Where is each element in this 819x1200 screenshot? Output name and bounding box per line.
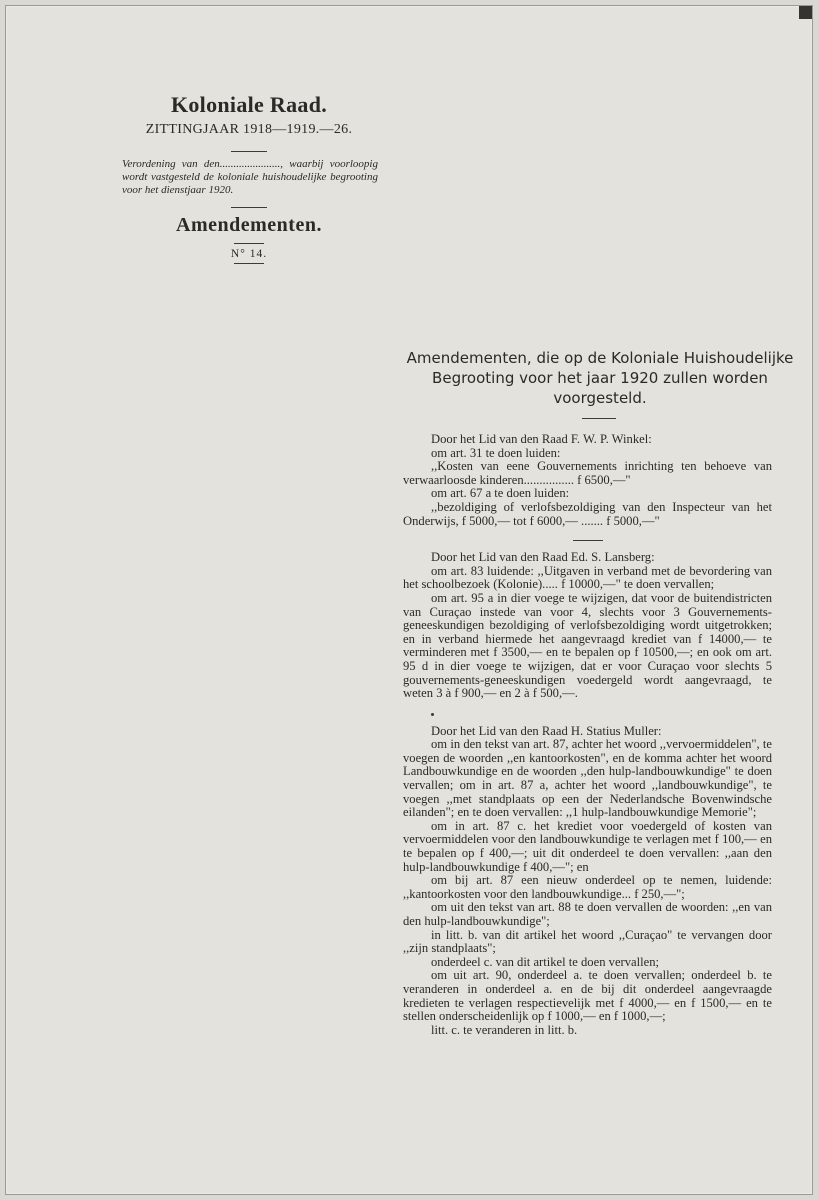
header-rule [234,263,264,264]
section-paragraph: om bij art. 87 een nieuw onderdeel op te nemen, luidende: ,,kantoorkosten voor den landbouwkundige... f 250,—"; [403,873,772,901]
header-rule [231,151,267,152]
section-intro: Door het Lid van den Raad F. W. P. Winkel: [431,432,652,446]
section-paragraph: in litt. b. van dit artikel het woord ,,Curaçao" te vervangen door ,,zijn standplaats"; [403,927,772,956]
main-title-line: voorgesteld. [553,389,647,407]
section-paragraph: litt. c. te veranderen in litt. b. [431,1022,578,1037]
section-paragraph: ,,bezoldiging of verlofsbezoldiging van den Inspecteur van het Onderwijs, f 5000,— tot f 6000,— ....... f 5000,—" [403,499,772,528]
section-intro: Door het Lid van den Raad H. Statius Muller: [431,723,662,738]
section-paragraph: om art. 95 a in dier voege te wijzigen, dat voor de buitendistricten van Curaçao instede van voor 4, slechts voor 3 Gouvernements-geneeskundigen bezoldiging of verlofsbezoldiging wordt uitgetrokken; en in verband hiermede het aangevraagd krediet van f 14000,— te verminderen met f 3500,— en te bepalen op f 10500,—; en ook om art. 95 d in dier voege te wijzigen, dat er voor Curaçao voor slechts 5 gouvernements-geneeskundigen voedergeld wordt aangevraagd, te weten 3 à f 900,— en 2 à f 500,—. [403,590,772,701]
section-divider-dot [431,713,434,716]
amendment-sections [403,433,772,1037]
section-paragraph: om uit den tekst van art. 88 te doen vervallen de woorden: ,,en van den hulp-landbouwkundige"; [403,900,772,928]
corner-tab [799,6,812,19]
section-paragraph: om uit art. 90, onderdeel a. te doen vervallen; onderdeel b. te veranderen in onderdeel a. en de bij dit onderdeel aangevraagde kredieten te verlagen respectievelijk met f 4000,— en f 1500,— en te stellen onderscheidenlijk op f 1000,— en f 1000,—; [403,968,772,1024]
main-title-line: Amendementen, die op de Koloniale Huishoudelijke [406,349,794,367]
main-title-line: Begrooting voor het jaar 1920 zullen worden [432,369,768,387]
document-header [120,92,378,264]
amendments-heading: Amendementen. [176,213,322,236]
header-rule [234,243,264,244]
section-divider [573,540,603,541]
section-paragraph: ,,Kosten van eene Gouvernements inrichting ten behoeve van verwaarloosde kinderen................ f 6500,—" [403,459,772,487]
section-paragraph: om in art. 87 c. het krediet voor voedergeld of kosten van vervoermiddelen voor den landbouwkundige te verlagen met f 100,— en te bepalen op f 400,—; uit dit onderdeel te doen vervallen: ,,aan den hulp-landbouwkundige f 400,—"; en [403,818,772,874]
amendment-section-lansberg [403,551,772,701]
session-year: ZITTINGJAAR 1918—1919.—26. [145,122,353,137]
ordinance-description: Verordening van den......................, waarbij voorloopig wordt vastgesteld de koloniale huishoudelijke begrooting voor het dienstjaar 1920. [122,158,378,197]
council-title: Koloniale Raad. [170,92,328,117]
section-paragraph: om in den tekst van art. 87, achter het woord ,,vervoermiddelen", te voegen de woorden ,,en kantoorkosten", en de komma achter het woord Landbouwkundige en de woorden ,,den hulp-landbouwkundige" te doen vervallen; om in art. 87 a, achter het woord ,,landbouwkundige", te voegen ,,met standplaats op een der Nederlandsche Bovenwindsche eilanden"; en te doen vervallen: ,,1 hulp-landbouwkundige Memorie"; [403,737,772,820]
main-title [402,348,798,408]
amendment-section-winkel [403,433,772,528]
document-page [5,5,813,1195]
section-paragraph: om art. 67 a te doen luiden: [431,486,570,501]
section-paragraph: om art. 83 luidende: ,,Uitgaven in verband met de bevordering van het schoolbezoek (Kolonie)..... f 10000,—" te doen vervallen; [403,563,772,592]
section-paragraph: onderdeel c. van dit artikel te doen vervallen; [431,954,659,969]
header-rule [231,207,267,208]
title-rule [582,418,616,419]
amendment-section-statius-muller [403,725,772,1038]
section-intro: Door het Lid van den Raad Ed. S. Lansberg: [431,550,655,565]
section-paragraph: om art. 31 te doen luiden: [431,445,561,460]
document-number: N° 14. [230,247,268,260]
